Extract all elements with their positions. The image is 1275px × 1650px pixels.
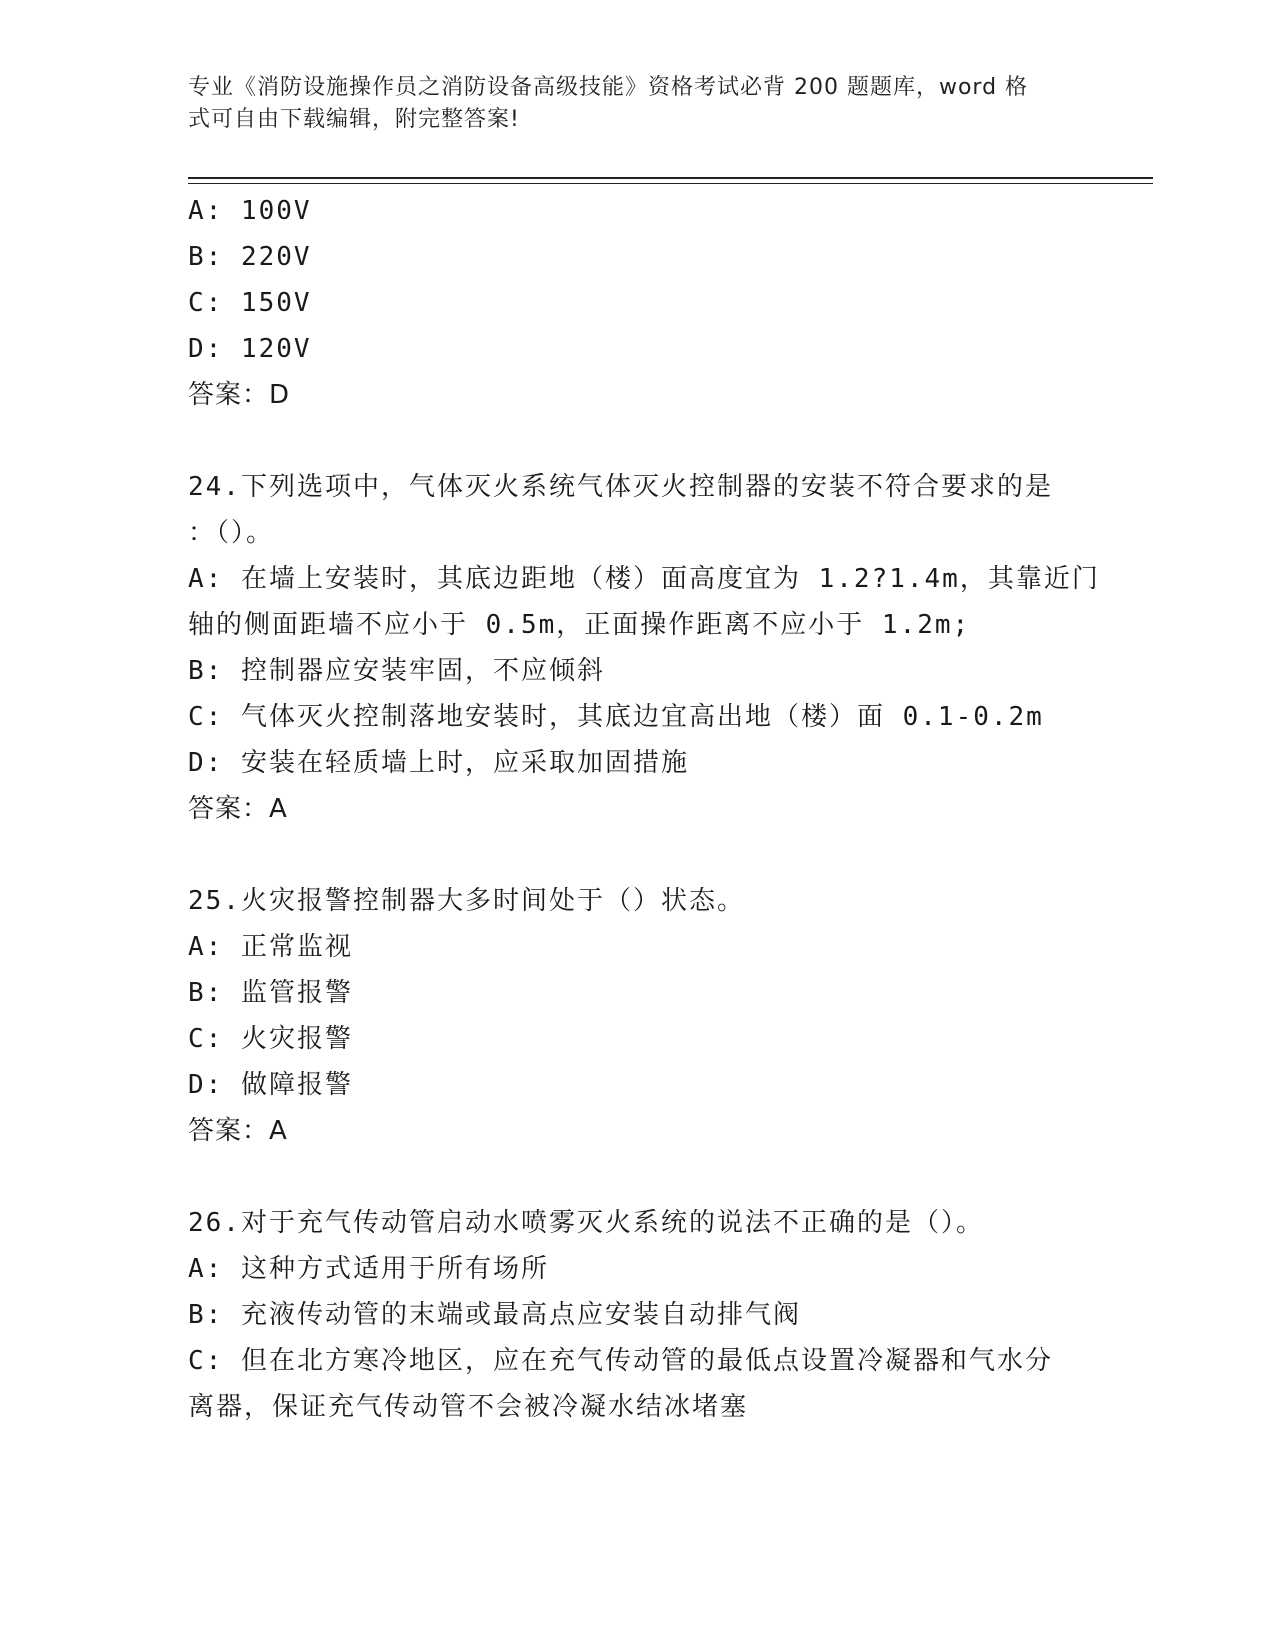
q26-option-c-line-1: C: 但在北方寒冷地区，应在充气传动管的最低点设置冷凝器和气水分: [188, 1346, 1053, 1376]
q25-option-b: B: 监管报警: [188, 978, 353, 1008]
q25-option-c: C: 火灾报警: [188, 1024, 353, 1054]
q25-option-d: D: 做障报警: [188, 1070, 353, 1100]
spacer: [188, 418, 1088, 464]
q26-stem: 26.对于充气传动管启动水喷雾灭火系统的说法不正确的是（）。: [188, 1208, 984, 1238]
q24-stem-line-2: ：（）。: [188, 518, 275, 548]
header-line-2: 式可自由下载编辑，附完整答案!: [188, 107, 520, 132]
q24-stem-line-1: 24.下列选项中，气体灭火系统气体灭火控制器的安装不符合要求的是: [188, 472, 1053, 502]
q26-option-b: B: 充液传动管的末端或最高点应安装自动排气阀: [188, 1300, 801, 1330]
q25-option-a: A: 正常监视: [188, 932, 353, 962]
q24-option-d: D: 安装在轻质墙上时，应采取加固措施: [188, 748, 689, 778]
question-23: [188, 188, 1088, 418]
q24-option-a-line-1: A: 在墙上安装时，其底边距地（楼）面高度宜为 1.2?1.4m，其靠近门: [188, 564, 1100, 594]
q25-stem: 25.火灾报警控制器大多时间处于（）状态。: [188, 886, 745, 916]
q23-option-c: C: 150V: [188, 288, 312, 318]
question-26: [188, 1200, 1088, 1430]
q23-option-a: A: 100V: [188, 196, 312, 226]
q25-answer: 答案：A: [188, 1116, 288, 1146]
header-divider-thick: [188, 177, 1153, 179]
q24-answer: 答案：A: [188, 794, 288, 824]
q26-option-c-line-2: 离器，保证充气传动管不会被冷凝水结冰堵塞: [188, 1392, 749, 1422]
q24-option-c: C: 气体灭火控制落地安装时，其底边宜高出地（楼）面 0.1-0.2m: [188, 702, 1044, 732]
q24-option-b: B: 控制器应安装牢固，不应倾斜: [188, 656, 605, 686]
document-body: [188, 188, 1100, 1430]
q23-option-b: B: 220V: [188, 242, 312, 272]
document-header: [188, 72, 1088, 136]
q26-option-a: A: 这种方式适用于所有场所: [188, 1254, 549, 1284]
spacer: [188, 832, 1088, 878]
q24-option-a-line-2: 轴的侧面距墙不应小于 0.5m，正面操作距离不应小于 1.2m;: [188, 610, 971, 640]
header-divider-thin: [188, 183, 1153, 184]
spacer: [188, 1154, 1088, 1200]
question-24: [188, 464, 1100, 832]
q23-option-d: D: 120V: [188, 334, 312, 364]
question-25: [188, 878, 1088, 1154]
header-line-1: 专业《消防设施操作员之消防设备高级技能》资格考试必背 200 题题库，word 格: [188, 75, 1029, 100]
q23-answer: 答案：D: [188, 380, 291, 410]
